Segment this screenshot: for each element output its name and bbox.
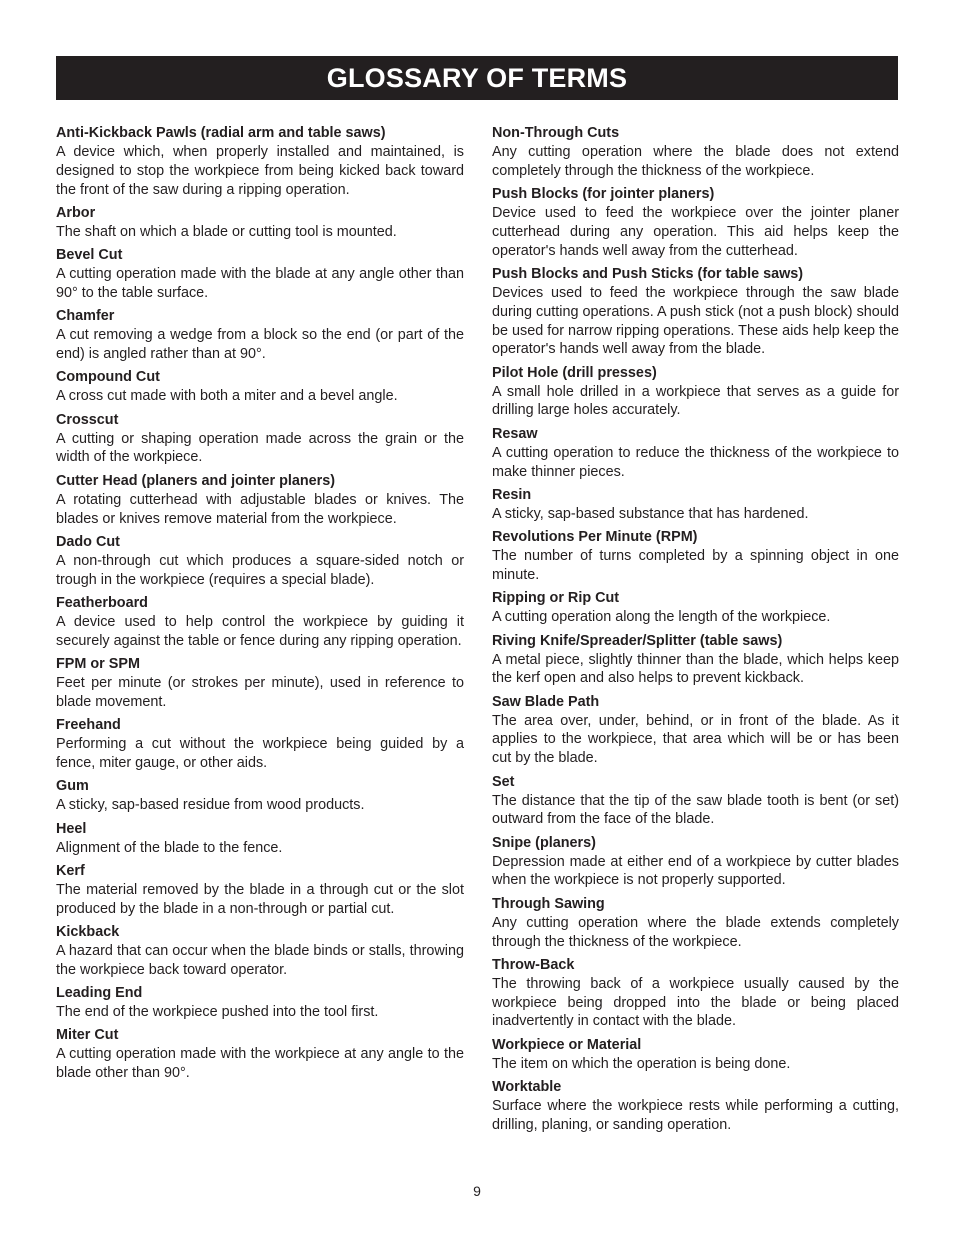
glossary-entry — [56, 411, 464, 468]
glossary-definition: A sticky, sap-based substance that has hardened. — [492, 505, 809, 522]
glossary-term: Gum — [56, 778, 89, 795]
glossary-entry — [56, 1026, 464, 1083]
glossary-entry — [492, 693, 899, 768]
glossary-entry — [56, 594, 464, 651]
glossary-term: Arbor — [56, 204, 96, 221]
glossary-term: Riving Knife/Spreader/Splitter (table saws) — [492, 632, 783, 649]
glossary-term: Miter Cut — [56, 1027, 119, 1044]
glossary-entry — [492, 895, 899, 952]
glossary-entry — [56, 716, 464, 773]
glossary-term: Cutter Head (planers and jointer planers) — [56, 472, 336, 489]
glossary-term: Pilot Hole (drill presses) — [492, 364, 657, 381]
glossary-term: Workpiece or Material — [492, 1036, 642, 1053]
glossary-term: Throw-Back — [492, 956, 575, 973]
glossary-term: Crosscut — [56, 411, 119, 428]
glossary-term: Kickback — [56, 923, 120, 940]
glossary-definition: The throwing back of a workpiece usually caused by the workpiece being dropped into the blade or being placed inadvertently in contact with the blade. — [492, 975, 899, 1030]
glossary-entry — [56, 204, 464, 242]
glossary-definition: Device used to feed the workpiece over the jointer planer cutterhead during any operation. This aid helps keep the operator's hands well away from the cutterhead. — [492, 205, 899, 259]
glossary-definition: A cross cut made with both a miter and a bevel angle. — [56, 388, 398, 405]
glossary-definition: A cutting operation made with the workpiece at any angle to the blade other than 90°. — [56, 1046, 464, 1082]
glossary-entry — [492, 632, 899, 689]
glossary-definition: A rotating cutterhead with adjustable blades or knives. The blades or knives remove material from the workpiece. — [56, 491, 464, 527]
glossary-entry — [56, 533, 464, 590]
glossary-definition: The distance that the tip of the saw blade tooth is bent (or set) outward from the face of the blade. — [492, 792, 899, 828]
page-number: 9 — [473, 1183, 481, 1199]
glossary-entry — [492, 1036, 899, 1074]
glossary-entry — [492, 265, 899, 359]
glossary-term: Featherboard — [56, 594, 148, 611]
glossary-term: FPM or SPM — [56, 656, 140, 673]
glossary-entry — [492, 425, 899, 482]
glossary-right-column — [492, 124, 899, 1139]
glossary-term: Bevel Cut — [56, 247, 123, 264]
glossary-definition: A cutting operation to reduce the thickness of the workpiece to make thinner pieces. — [492, 444, 899, 480]
glossary-entry — [492, 528, 899, 585]
glossary-definition: The material removed by the blade in a through cut or the slot produced by the blade in a non-through or partial cut. — [56, 881, 464, 917]
glossary-definition: A hazard that can occur when the blade binds or stalls, throwing the workpiece back toward operator. — [56, 942, 464, 978]
glossary-term: Non-Through Cuts — [492, 125, 620, 141]
glossary-term: Ripping or Rip Cut — [492, 590, 620, 607]
glossary-term: Snipe (planers) — [492, 834, 596, 851]
glossary-term: Chamfer — [56, 308, 115, 325]
glossary-definition: A device used to help control the workpiece by guiding it securely against the table or fence during any ripping operation. — [56, 613, 464, 649]
glossary-definition: The number of turns completed by a spinning object in one minute. — [492, 548, 899, 583]
glossary-definition: A cutting or shaping operation made across the grain or the width of the workpiece. — [56, 430, 464, 466]
glossary-entry — [492, 364, 899, 421]
glossary-definition: The end of the workpiece pushed into the tool first. — [56, 1004, 379, 1021]
glossary-definition: Depression made at either end of a workpiece by cutter blades when the workpiece is not properly supported. — [492, 853, 899, 889]
glossary-entry — [56, 307, 464, 364]
glossary-term: Resaw — [492, 425, 538, 442]
glossary-definition: The shaft on which a blade or cutting tool is mounted. — [56, 223, 397, 240]
glossary-entry — [56, 472, 464, 529]
glossary-definition: A cutting operation made with the blade at any angle other than 90° to the table surface. — [56, 266, 464, 301]
glossary-entry — [56, 923, 464, 980]
glossary-term: Push Blocks (for jointer planers) — [492, 186, 715, 203]
glossary-term: Kerf — [56, 862, 85, 879]
glossary-entry — [56, 246, 464, 303]
glossary-left-column — [56, 124, 464, 1087]
glossary-definition: Any cutting operation where the blade extends completely through the thickness of the workpiece. — [492, 914, 899, 950]
glossary-term: Compound Cut — [56, 369, 160, 386]
glossary-entry — [492, 773, 899, 830]
glossary-definition: A device which, when properly installed and maintained, is designed to stop the workpiece from being kicked back toward the front of the saw during a ripping operation. — [56, 144, 464, 198]
glossary-term: Through Sawing — [492, 895, 605, 912]
glossary-entry — [56, 655, 464, 712]
glossary-definition: A non-through cut which produces a square-sided notch or trough in the workpiece (requires a special blade). — [56, 552, 464, 588]
glossary-definition: Any cutting operation where the blade does not extend completely through the thickness of the workpiece. — [492, 144, 899, 179]
glossary-definition: A sticky, sap-based residue from wood products. — [56, 797, 365, 814]
glossary-term: Revolutions Per Minute (RPM) — [492, 529, 698, 546]
glossary-entry — [492, 1078, 899, 1135]
glossary-entry — [56, 984, 464, 1022]
glossary-term: Anti-Kickback Pawls (radial arm and table saws) — [56, 125, 386, 141]
glossary-definition: Performing a cut without the workpiece being guided by a fence, miter gauge, or other aids. — [56, 736, 464, 771]
glossary-definition: The area over, under, behind, or in front of the blade. As it applies to the workpiece, that area which will be or has been cut by the blade. — [492, 712, 899, 767]
glossary-entry — [56, 777, 464, 815]
glossary-entry — [492, 956, 899, 1031]
glossary-definition: Alignment of the blade to the fence. — [56, 839, 283, 856]
glossary-definition: Feet per minute (or strokes per minute), used in reference to blade movement. — [56, 675, 464, 710]
glossary-definition: A cut removing a wedge from a block so the end (or part of the end) is angled rather than at 90°. — [56, 327, 464, 363]
glossary-definition: A small hole drilled in a workpiece that serves as a guide for drilling large holes accurately. — [492, 383, 899, 419]
glossary-entry — [492, 124, 899, 181]
glossary-term: Resin — [492, 486, 532, 503]
glossary-term: Freehand — [56, 717, 121, 734]
glossary-entry — [492, 589, 899, 627]
glossary-term: Saw Blade Path — [492, 693, 600, 710]
glossary-definition: Surface where the workpiece rests while performing a cutting, drilling, planing, or sanding operation. — [492, 1098, 899, 1133]
glossary-entry — [492, 185, 899, 260]
page-title: GLOSSARY OF TERMS — [326, 62, 628, 93]
glossary-entry — [56, 368, 464, 406]
glossary-term: Set — [492, 773, 515, 790]
glossary-term: Dado Cut — [56, 533, 120, 550]
glossary-entry — [492, 486, 899, 524]
glossary-term: Push Blocks and Push Sticks (for table saws) — [492, 265, 804, 282]
glossary-entry — [56, 862, 464, 919]
glossary-definition: A metal piece, slightly thinner than the blade, which helps keep the kerf open and also helps to prevent kickback. — [492, 651, 899, 687]
glossary-definition: Devices used to feed the workpiece through the saw blade during cutting operations. A push stick (not a push block) should be used for narrow ripping operations. These aids help keep the operator's hands well away from the blade. — [492, 284, 899, 358]
glossary-term: Heel — [56, 820, 87, 837]
glossary-term: Worktable — [492, 1079, 562, 1095]
glossary-definition: A cutting operation along the length of the workpiece. — [492, 609, 831, 626]
glossary-entry — [56, 124, 464, 199]
glossary-term: Leading End — [56, 985, 143, 1002]
glossary-definition: The item on which the operation is being done. — [492, 1055, 791, 1072]
title-banner — [56, 56, 898, 100]
glossary-entry — [56, 820, 464, 858]
glossary-entry — [492, 834, 899, 891]
